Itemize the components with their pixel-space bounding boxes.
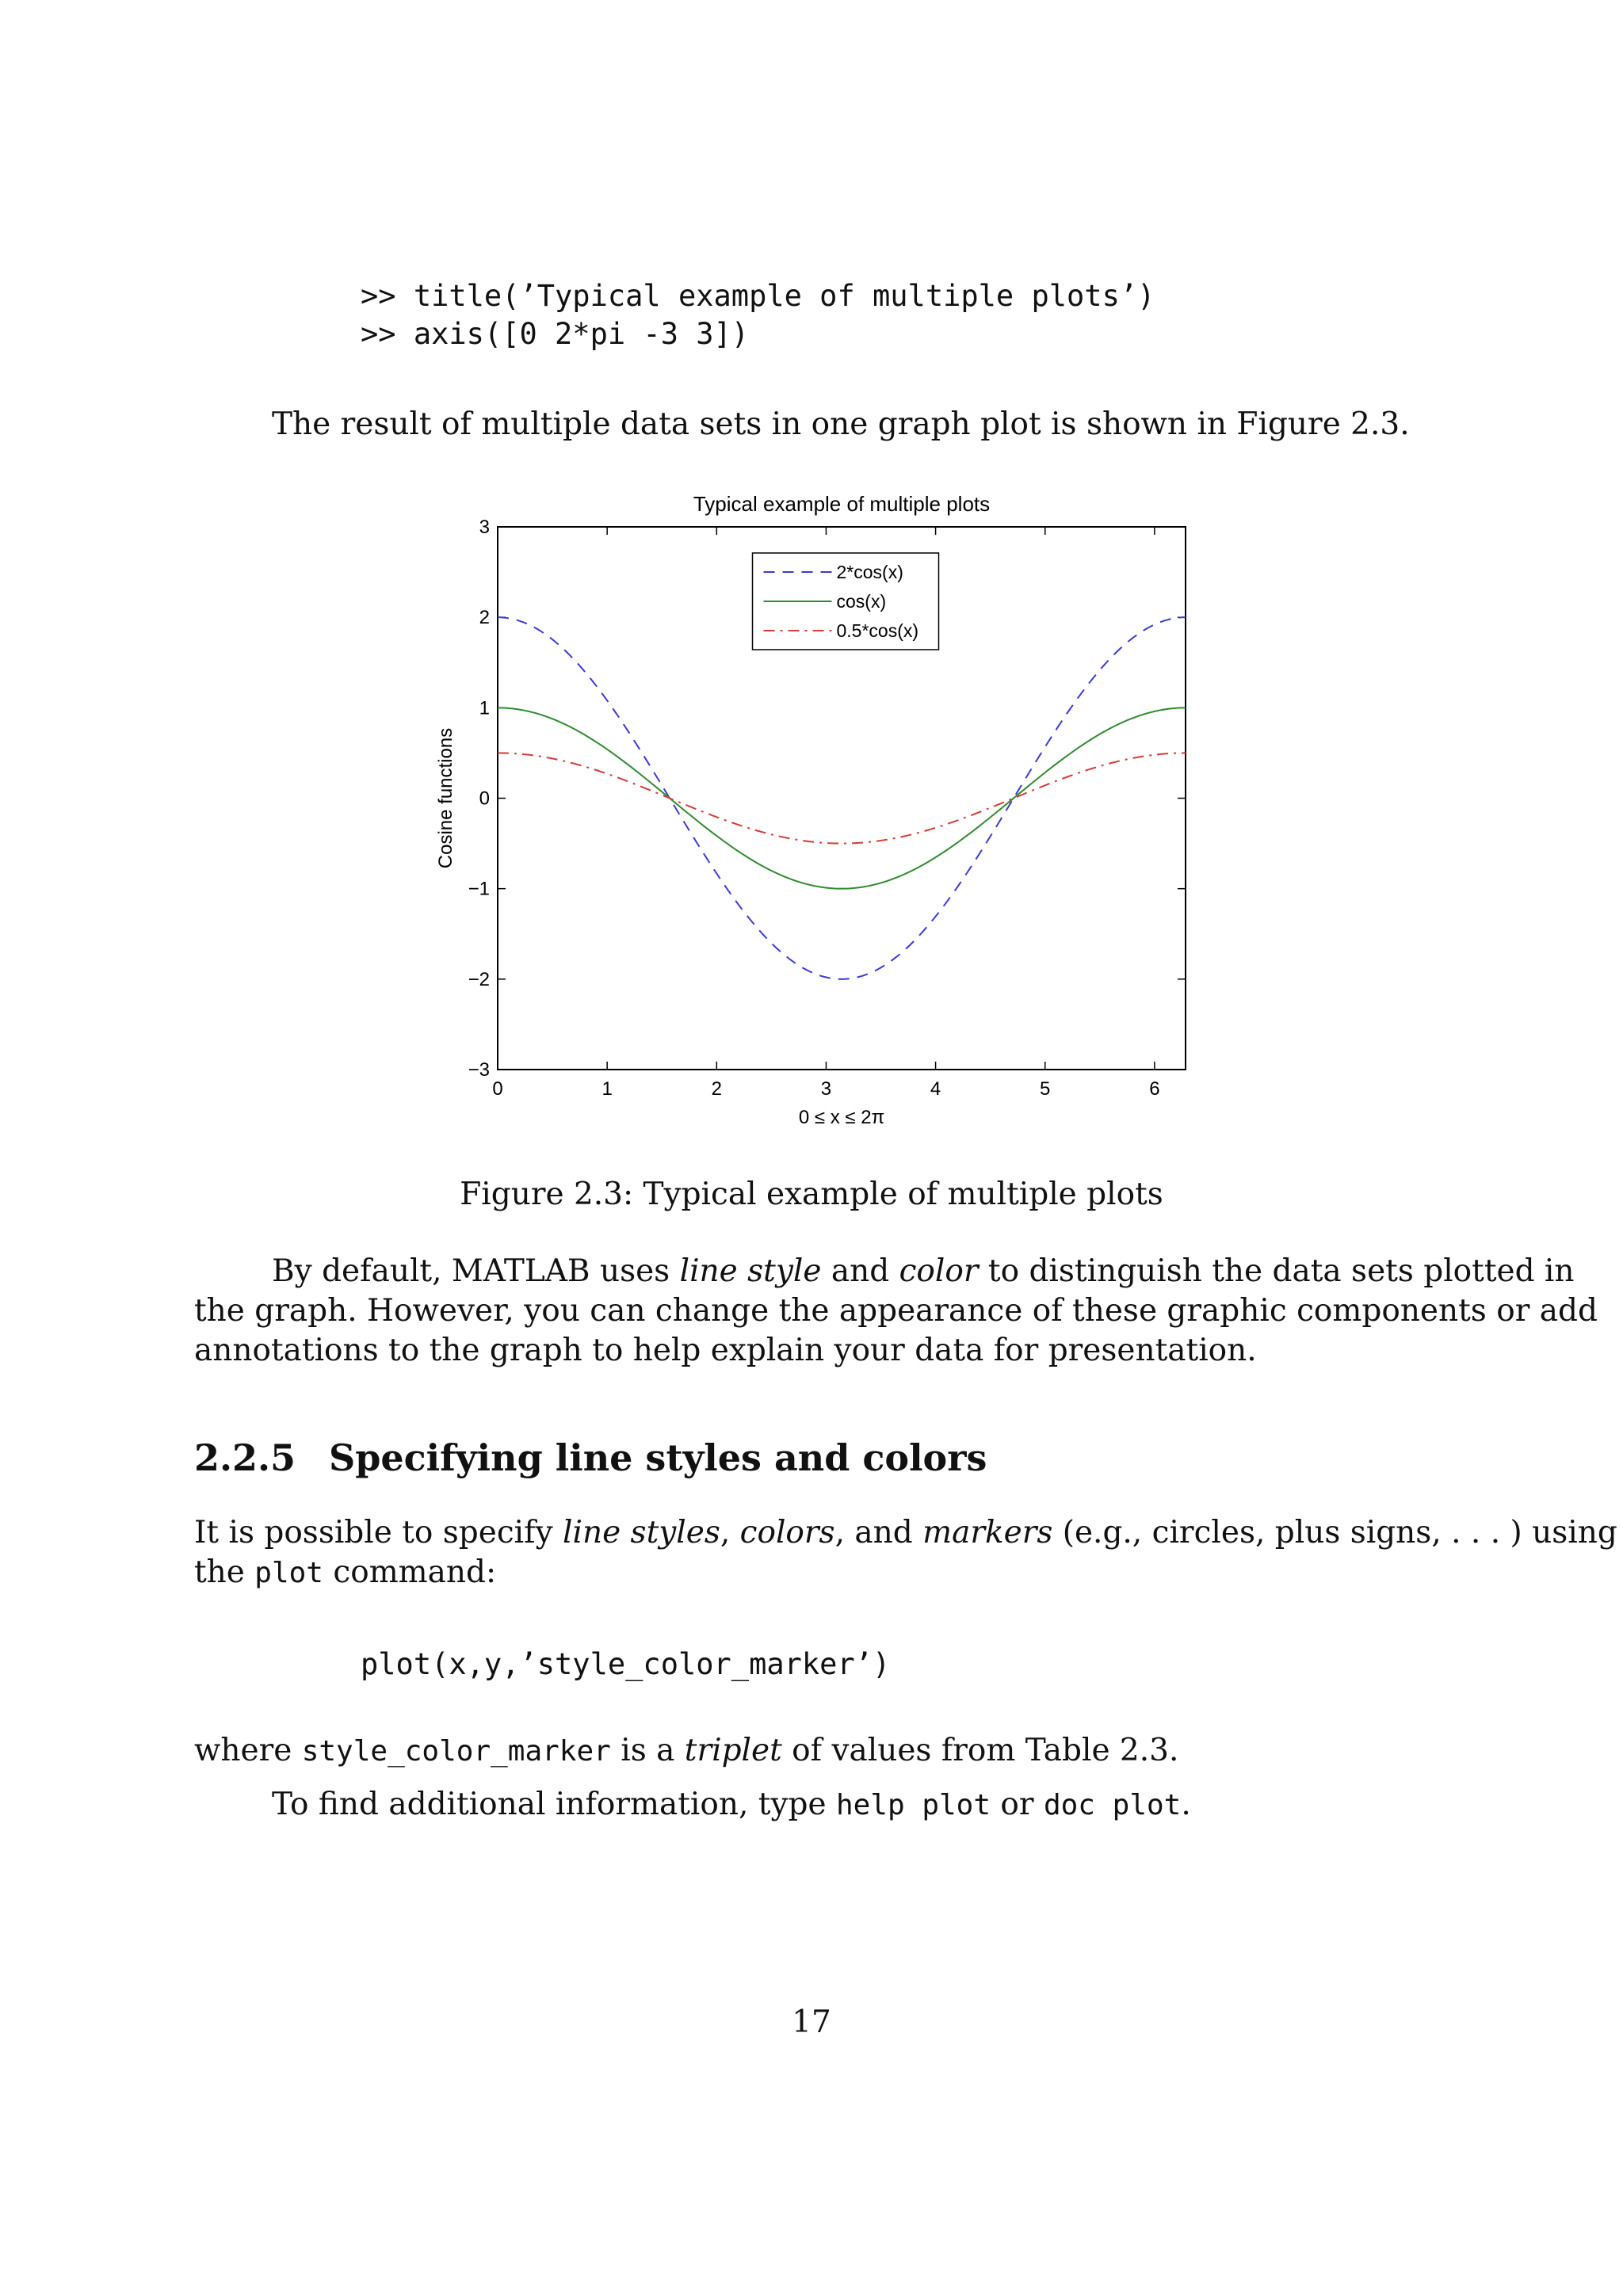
paragraph-styles-line-1 [194, 1513, 1617, 1553]
text-run: . [1181, 1787, 1191, 1822]
y-tick-label: 3 [479, 517, 490, 538]
x-axis-label: 0 ≤ x ≤ 2π [798, 1107, 885, 1128]
x-tick-label: 0 [492, 1078, 503, 1100]
text-run: To find additional information, type [272, 1787, 836, 1822]
paragraph-help [272, 1785, 1191, 1825]
text-run: the [194, 1554, 255, 1590]
x-tick-label: 3 [820, 1078, 832, 1100]
y-tick-label: −1 [468, 878, 490, 900]
legend-label-3: 0.5*cos(x) [836, 620, 919, 641]
emphasis-triplet: triplet [684, 1733, 782, 1768]
legend-label-2: cos(x) [836, 591, 887, 612]
text-run: , [720, 1515, 740, 1550]
page-number: 17 [792, 2004, 831, 2040]
x-tick-label: 2 [711, 1078, 722, 1100]
paragraph-help-line [272, 1785, 1191, 1825]
text-run: where [194, 1733, 302, 1768]
text-run: or [991, 1787, 1044, 1822]
figure-chart [428, 483, 1220, 1141]
code-line-axis: >> axis([0 2*pi -3 3]) [361, 317, 750, 351]
text-run: (e.g., circles, plus signs, . . . ) using [1052, 1515, 1617, 1550]
intro-sentence: The result of multiple data sets in one graph plot is shown in Figure 2.3. [272, 406, 1410, 442]
inline-code-style-color-marker: style_color_marker [301, 1735, 611, 1768]
series-line-1 [498, 617, 1186, 979]
inline-code-plot: plot [254, 1557, 323, 1589]
intro-paragraph [272, 405, 1410, 444]
figure-caption: Figure 2.3: Typical example of multiple plots [460, 1177, 1163, 1212]
paragraph-default-line-3: annotations to the graph to help explain your data for presentation. [194, 1333, 1257, 1368]
emphasis-line-styles: line styles [563, 1515, 720, 1550]
y-tick-label: −2 [468, 968, 490, 990]
paragraph-default-line-1 [194, 1252, 1575, 1291]
text-run: It is possible to specify [194, 1515, 563, 1550]
paragraph-default-line-2: the graph. However, you can change the appearance of these graphic components or add [194, 1293, 1598, 1329]
text-run: , and [834, 1515, 923, 1550]
section-heading [194, 1436, 987, 1479]
emphasis-color: color [899, 1253, 979, 1289]
text-run: and [821, 1253, 899, 1289]
y-tick-label: 0 [479, 788, 490, 810]
paragraph-where-line [194, 1731, 1178, 1772]
y-tick-label: 2 [479, 607, 490, 629]
x-tick-label: 1 [601, 1078, 613, 1100]
x-tick-label: 5 [1040, 1078, 1051, 1100]
chart-title: Typical example of multiple plots [693, 492, 991, 516]
paragraph-styles [194, 1513, 1617, 1593]
paragraph-where [194, 1731, 1178, 1772]
x-tick-label: 6 [1149, 1078, 1160, 1100]
paragraph-default [194, 1252, 1598, 1371]
text-run: By default, MATLAB uses [272, 1253, 680, 1289]
code-line-title: >> title(’Typical example of multiple plots’) [361, 279, 1155, 313]
text-run: to distinguish the data sets plotted in [978, 1253, 1575, 1289]
text-run: of values from Table 2.3. [781, 1733, 1179, 1768]
section-number: 2.2.5 [194, 1436, 296, 1479]
series-line-2 [498, 707, 1186, 888]
legend-label-1: 2*cos(x) [836, 562, 903, 582]
paragraph-styles-line-2 [194, 1553, 1458, 1593]
emphasis-colors: colors [739, 1515, 835, 1550]
y-axis-label: Cosine functions [435, 727, 456, 869]
series-line-3 [498, 753, 1186, 843]
inline-code-doc-plot: doc plot [1043, 1789, 1182, 1821]
y-tick-label: 1 [479, 697, 490, 719]
inline-code-help-plot: help plot [835, 1789, 991, 1821]
text-run: is a [610, 1733, 685, 1768]
text-run: command: [323, 1554, 497, 1590]
emphasis-markers: markers [922, 1515, 1053, 1550]
x-tick-label: 4 [930, 1078, 941, 1100]
emphasis-line-style: line style [679, 1253, 822, 1289]
section-title: Specifying line styles and colors [329, 1436, 987, 1479]
code-line-plot: plot(x,y,’style_color_marker’) [361, 1647, 891, 1681]
y-tick-label: −3 [468, 1059, 490, 1081]
